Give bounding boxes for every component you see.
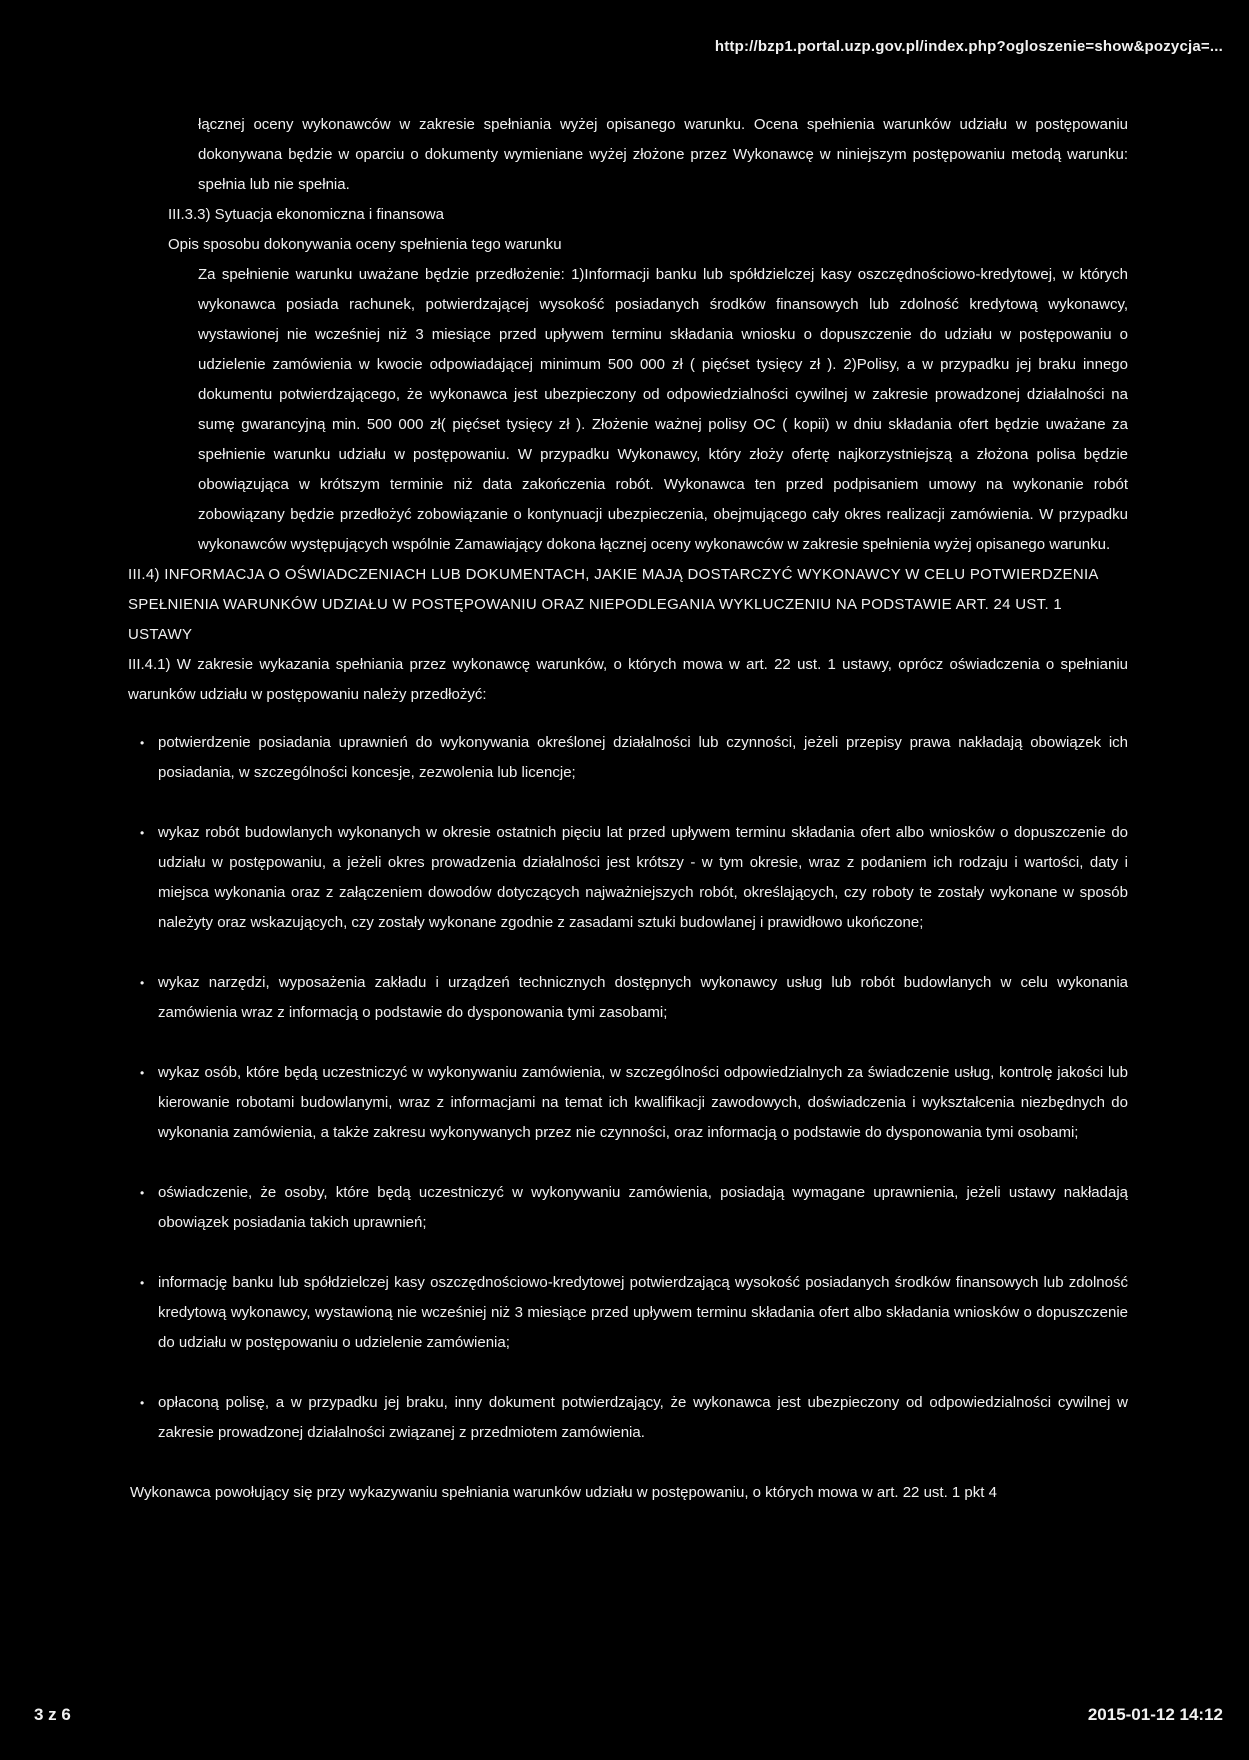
bullet-icon: • [140, 826, 145, 840]
print-timestamp: 2015-01-12 14:12 [1087, 1705, 1223, 1724]
list-item-text: oświadczenie, że osoby, które będą uczestniczyć w wykonywaniu zamówienia, posiadają wymagane uprawnienia, jeżeli ustawy nakładają obowiązek posiadania takich uprawnień; [158, 1184, 1128, 1231]
section-desc-iii33: Opis sposobu dokonywania oceny spełnienia tego warunku [168, 236, 562, 253]
closing-paragraph: Wykonawca powołujący się przy wykazywaniu spełniania warunków udziału w postępowaniu, o których mowa w art. 22 ust. 1 pkt 4 [130, 1484, 997, 1501]
list-item [128, 1388, 1128, 1448]
list-item-text: potwierdzenie posiadania uprawnień do wykonywania określonej działalności lub czynności, jeżeli przepisy prawa nakładają obowiązek ich posiadania, w szczególności koncesje, zezwolenia lub licencje; [158, 734, 1128, 781]
bullet-icon: • [140, 1396, 145, 1410]
list-item-text: informację banku lub spółdzielczej kasy oszczędnościowo-kredytowej potwierdzającą wysokość posiadanych środków finansowych lub zdolność kredytową wykonawcy, wystawioną nie wcześniej niż 3 miesiące przed upływem terminu składania ofert albo składania wniosków o dopuszczenie do udziału w postępowaniu o udzielenie zamówienia; [158, 1274, 1128, 1351]
document-content [128, 110, 1128, 1508]
list-item [128, 818, 1128, 938]
bullet-icon: • [140, 1276, 145, 1290]
bullet-icon: • [140, 976, 145, 990]
section-heading-iii33: III.3.3) Sytuacja ekonomiczna i finansowa [168, 206, 444, 223]
paragraph-iii32-continuation: łącznej oceny wykonawców w zakresie spełniania wyżej opisanego warunku. Ocena spełnienia warunków udziału w postępowaniu dokonywana będzie w oparciu o dokumenty wymieniane wyżej złożone przez Wykonawcę w niniejszym postępowaniu metodą warunku: spełnia lub nie spełnia. [198, 116, 1128, 193]
bullet-icon: • [140, 1066, 145, 1080]
bullet-icon: • [140, 1186, 145, 1200]
section-heading-iii4: III.4) INFORMACJA O OŚWIADCZENIACH LUB DOKUMENTACH, JAKIE MAJĄ DOSTARCZYĆ WYKONAWCY W CELU POTWIERDZENIA SPEŁNIENIA WARUNKÓW UDZIAŁU W POSTĘPOWANIU ORAZ NIEPODLEGANIA WYKLUCZENIU NA PODSTAWIE ART. 24 UST. 1 USTAWY [128, 566, 1098, 643]
page-number: 3 z 6 [34, 1705, 71, 1724]
list-item [128, 728, 1128, 788]
paragraph-iii33-body: Za spełnienie warunku uważane będzie przedłożenie: 1)Informacji banku lub spółdzielczej kasy oszczędnościowo-kredytowej, w których wykonawca posiada rachunek, potwierdzającej wysokość posiadanych środków finansowych lub zdolność kredytową wykonawcy, wystawionej nie wcześniej niż 3 miesiące przed upływem terminu składania wniosku o dopuszczenie do udziału w postępowaniu o udzielenie zamówienia w kwocie odpowiadającej minimum 500 000 zł ( pięćset tysięcy zł ). 2)Polisy, a w przypadku jej braku innego dokumentu potwierdzającego, że wykonawca jest ubezpieczony od odpowiedzialności cywilnej w zakresie prowadzonej działalności na sumę gwarancyjną min. 500 000 zł( pięćset tysięcy zł ). Złożenie ważnej polisy OC ( kopii) w dniu składania ofert będzie uważane za spełnienie warunku udziału w postępowaniu. W przypadku Wykonawcy, który złoży ofertę najkorzystniejszą a złożona polisa będzie obowiązująca w krótszym terminie niż data zakończenia robót. Wykonawca ten przed podpisaniem umowy na wykonanie robót zobowiązany będzie przedłożyć zobowiązanie o kontynuacji ubezpieczenia, obejmującego cały okres realizacji zamówienia. W przypadku wykonawców występujących wspólnie Zamawiający dokona łącznej oceny wykonawców w zakresie spełnienia wyżej opisanego warunku. [198, 266, 1128, 553]
list-item [128, 968, 1128, 1028]
bullet-icon: • [140, 736, 145, 750]
requirements-list [128, 728, 1128, 1448]
list-item-text: wykaz osób, które będą uczestniczyć w wykonywaniu zamówienia, w szczególności odpowiedzialnych za świadczenie usług, kontrolę jakości lub kierowanie robotami budowlanymi, wraz z informacjami na temat ich kwalifikacji zawodowych, doświadczenia i wykształcenia niezbędnych do wykonania zamówienia, a także zakresu wykonywanych przez nie czynności, oraz informacją o podstawie do dysponowania tymi osobami; [158, 1064, 1128, 1141]
list-item [128, 1178, 1128, 1238]
page-url: http://bzp1.portal.uzp.gov.pl/index.php?ogloszenie=show&pozycja=... [714, 38, 1223, 55]
list-item [128, 1058, 1128, 1148]
list-item-text: wykaz robót budowlanych wykonanych w okresie ostatnich pięciu lat przed upływem terminu składania ofert albo wniosków o dopuszczenie do udziału w postępowaniu, a jeżeli okres prowadzenia działalności jest krótszy - w tym okresie, wraz z podaniem ich rodzaju i wartości, daty i miejsca wykonania oraz z załączeniem dowodów dotyczących najważniejszych robót, określających, czy roboty te zostały wykonane w sposób należyty oraz wskazujących, czy zostały wykonane zgodnie z zasadami sztuki budowlanej i prawidłowo ukończone; [158, 824, 1128, 931]
list-item-text: wykaz narzędzi, wyposażenia zakładu i urządzeń technicznych dostępnych wykonawcy usług lub robót budowlanych w celu wykonania zamówienia wraz z informacją o podstawie do dysponowania tymi zasobami; [158, 974, 1128, 1021]
list-item [128, 1268, 1128, 1358]
list-item-text: opłaconą polisę, a w przypadku jej braku, inny dokument potwierdzający, że wykonawca jest ubezpieczony od odpowiedzialności cywilnej w zakresie prowadzonej działalności związanej z przedmiotem zamówienia. [158, 1394, 1128, 1441]
section-heading-iii41: III.4.1) W zakresie wykazania spełniania przez wykonawcę warunków, o których mowa w art. 22 ust. 1 ustawy, oprócz oświadczenia o spełnianiu warunków udziału w postępowaniu należy przedłożyć: [128, 656, 1128, 703]
